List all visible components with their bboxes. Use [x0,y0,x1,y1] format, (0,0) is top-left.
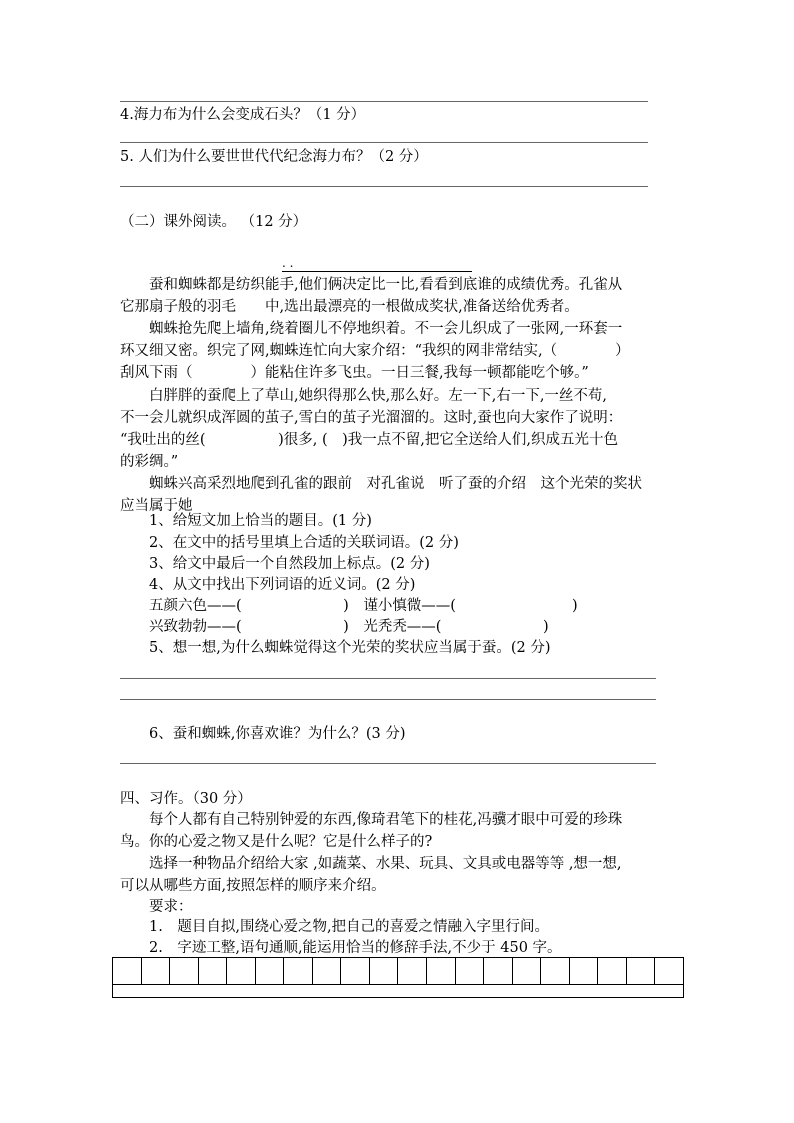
question-6: 6、蚕和蜘蛛,你喜欢谁？为什么？(3 分) [120,726,406,742]
prompt-line: 选择一种物品介绍给大家 ,如蔬菜、水果、玩具、文具或电器等等 ,想一想, [120,856,622,872]
grid-cell[interactable] [484,958,513,985]
grid-cell[interactable] [312,958,341,985]
grid-row [113,958,684,985]
grid-cell[interactable] [198,958,227,985]
grid-cell[interactable] [398,958,427,985]
section-heading: （二）课外阅读。 （12 分） [120,214,308,230]
answer-line [120,678,656,679]
synonym-row: 兴致勃勃——( ) 光秃秃——( ) [120,619,549,635]
title-blank-dots: . . [282,256,294,270]
answer-line [120,186,648,187]
passage-line: 应当属于她 [120,498,193,514]
question-item: 2、在文中的括号里填上合适的关联词语。(2 分) [120,535,459,551]
passage-line: 蚕和蜘蛛都是纺织能手,他们俩决定比一比,看看到底谁的成绩优秀。孔雀从 [120,277,623,293]
grid-cell[interactable] [569,958,598,985]
passage-line: 的彩绸。” [120,454,179,470]
question-item: 5、想一想,为什么蜘蛛觉得这个光荣的奖状应当属于蚕。(2 分) [120,640,551,656]
answer-line [120,763,656,764]
passage-line: 不一会儿就织成浑圆的茧子,雪白的茧子光溜溜的。这时,蚕也向大家作了说明： [120,410,623,426]
grid-cell[interactable] [455,958,484,985]
grid-cell[interactable] [227,958,256,985]
prompt-line: 可以从哪些方面,按照怎样的顺序来介绍。 [120,878,386,894]
prompt-line: 鸟。你的心爱之物又是什么呢？它是什么样子的? [120,834,433,850]
grid-cell[interactable] [598,958,627,985]
passage-line: 环又细又密。织完了网,蜘蛛连忙向大家介绍：“我织的网非常结实,（ ） [120,343,630,359]
answer-line [120,101,648,102]
answer-line [120,142,648,143]
grid-cell[interactable] [655,958,684,985]
grid-cell[interactable] [141,958,170,985]
question-5: 5. 人们为什么要世世代代纪念海力布？（2 分） [120,149,428,165]
grid-spacer [113,985,684,998]
grid-cell[interactable] [541,958,570,985]
requirement-item: 2. 字迹工整,语句通顺,能运用恰当的修辞手法,不少于 450 字。 [120,940,562,956]
question-4: 4.海力布为什么会变成石头？（1 分） [120,107,366,123]
grid-cell[interactable] [255,958,284,985]
question-item: 1、给短文加上恰当的题目。(1 分) [120,513,372,529]
passage-line: “我吐出的丝( )很多, ( )我一点不留,把它全送给人们,织成五光十色 [120,432,618,448]
prompt-line: 要求： [120,899,193,915]
question-item: 4、从文中找出下列词语的近义词。(2 分) [120,577,416,593]
passage-line: 刮风下雨（ ）能粘住许多飞虫。一日三餐,我每一顿都能吃个够。” [120,365,589,381]
answer-line [120,699,656,700]
grid-cell[interactable] [369,958,398,985]
writing-grid [112,957,684,998]
grid-cell[interactable] [341,958,370,985]
requirement-item: 1. 题目自拟,围绕心爱之物,把自己的喜爱之情融入字里行间。 [120,919,550,935]
passage-line: 蜘蛛抢先爬上墙角,绕着圈儿不停地织着。不一会儿织成了一张网,一环套一 [120,321,623,337]
grid-spacer-row [113,985,684,998]
title-blank-line [282,271,472,272]
question-item: 3、给文中最后一个自然段加上标点。(2 分) [120,556,430,572]
grid-cell[interactable] [626,958,655,985]
grid-cell[interactable] [512,958,541,985]
grid-cell[interactable] [170,958,199,985]
grid-cell[interactable] [427,958,456,985]
grid-cell[interactable] [113,958,142,985]
grid-cell[interactable] [284,958,313,985]
synonym-row: 五颜六色——( ) 谨小慎微——( ) [120,598,578,614]
passage-line: 白胖胖的蚕爬上了草山,她织得那么快,那么好。左一下,右一下,一丝不苟, [120,388,608,404]
section-heading: 四、习作。（30 分） [120,791,252,807]
passage-line: 蜘蛛兴高采烈地爬到孔雀的跟前 对孔雀说 听了蚕的介绍 这个光荣的奖状 [120,476,642,492]
passage-line: 它那扇子般的羽毛 中,选出最漂亮的一根做成奖状,准备送给优秀者。 [120,299,579,315]
prompt-line: 每个人都有自己特别钟爱的东西,像琦君笔下的桂花,冯骥才眼中可爱的珍珠 [120,812,623,828]
